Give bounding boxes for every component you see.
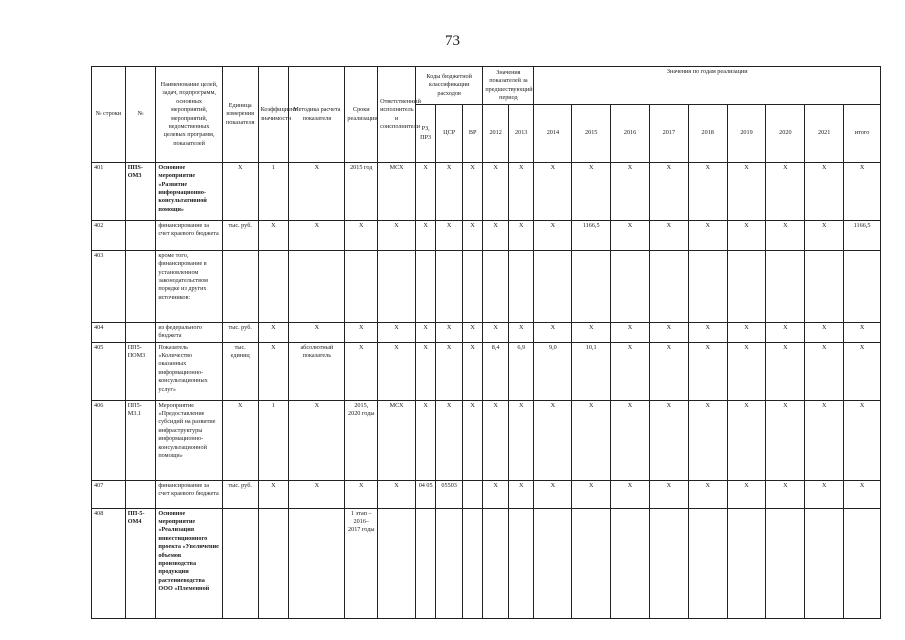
cell-csr: 05503	[436, 480, 463, 508]
col-2021: 2021	[805, 105, 844, 163]
col-csr: ЦСР	[436, 105, 463, 163]
col-2020: 2020	[766, 105, 805, 163]
cell-unit: X	[222, 400, 258, 480]
table-row	[92, 251, 881, 323]
cell-coef: X	[258, 480, 289, 508]
cell-y2017: X	[649, 323, 688, 343]
cell-resp	[378, 508, 416, 618]
cell-y2020	[766, 508, 805, 618]
cell-resp: X	[378, 323, 416, 343]
cell-coef: X	[258, 342, 289, 400]
col-total: итого	[844, 105, 881, 163]
col-code: №	[125, 67, 156, 163]
cell-y2021: X	[805, 163, 844, 221]
cell-y2018	[688, 508, 727, 618]
cell-y2019	[727, 251, 766, 323]
cell-y2021: X	[805, 342, 844, 400]
col-2012: 2012	[483, 105, 509, 163]
table-body	[92, 163, 881, 619]
cell-rz	[415, 508, 435, 618]
cell-y2021: X	[805, 480, 844, 508]
cell-y2019: X	[727, 163, 766, 221]
cell-csr	[436, 508, 463, 618]
cell-y2014: 9,0	[534, 342, 572, 400]
cell-y2013: X	[508, 323, 534, 343]
cell-y2016: X	[611, 342, 650, 400]
cell-vr	[462, 508, 482, 618]
cell-vr: X	[462, 221, 482, 251]
cell-resp: МСХ	[378, 400, 416, 480]
cell-y2014	[534, 508, 572, 618]
cell-y2015: X	[572, 163, 611, 221]
table-row	[92, 508, 881, 618]
cell-coef	[258, 508, 289, 618]
cell-total: X	[844, 342, 881, 400]
col-unit: Единица измерения показателя	[222, 67, 258, 163]
header-row-top	[92, 67, 881, 105]
cell-y2018: X	[688, 480, 727, 508]
cell-y2017: X	[649, 221, 688, 251]
indicators-table	[91, 66, 881, 619]
cell-code	[125, 480, 156, 508]
cell-y2020: X	[766, 400, 805, 480]
cell-y2015: 10,1	[572, 342, 611, 400]
cell-vr: X	[462, 163, 482, 221]
cell-name: Мероприятие «Предоставление субсидий на развитие инфраструктуры информационно-консультационной помощи»	[156, 400, 222, 480]
cell-y2014	[534, 251, 572, 323]
cell-csr	[436, 251, 463, 323]
cell-y2014: X	[534, 400, 572, 480]
col-prev-group: Значения показателей за предшествующий период	[483, 67, 534, 105]
col-2018: 2018	[688, 105, 727, 163]
cell-no: 401	[92, 163, 126, 221]
cell-resp: X	[378, 221, 416, 251]
cell-period	[345, 251, 378, 323]
cell-y2014: X	[534, 163, 572, 221]
col-years-group: Значения по годам реализации	[534, 67, 881, 105]
cell-y2018: X	[688, 221, 727, 251]
cell-method	[289, 251, 345, 323]
cell-y2020: X	[766, 221, 805, 251]
cell-code: ПП5-М3.1	[125, 400, 156, 480]
cell-y2014: X	[534, 323, 572, 343]
cell-unit: тыс. руб.	[222, 221, 258, 251]
cell-coef: 1	[258, 163, 289, 221]
cell-y2019: X	[727, 221, 766, 251]
cell-no: 406	[92, 400, 126, 480]
cell-y2015: X	[572, 323, 611, 343]
cell-y2017	[649, 508, 688, 618]
cell-y2016	[611, 251, 650, 323]
cell-method: X	[289, 480, 345, 508]
table-row	[92, 400, 881, 480]
table-row	[92, 323, 881, 343]
cell-method: X	[289, 400, 345, 480]
cell-y2012: X	[483, 480, 509, 508]
cell-method: абсолютный показатель	[289, 342, 345, 400]
cell-unit	[222, 508, 258, 618]
col-coef: Коэффициент значимости	[258, 67, 289, 163]
cell-no: 403	[92, 251, 126, 323]
table-row	[92, 163, 881, 221]
cell-y2019: X	[727, 400, 766, 480]
col-row-no: № строки	[92, 67, 126, 163]
cell-name: финансирование за счет краевого бюджета	[156, 221, 222, 251]
col-method: Методика расчета показателя	[289, 67, 345, 163]
cell-y2012	[483, 251, 509, 323]
cell-y2020: X	[766, 323, 805, 343]
cell-method: X	[289, 163, 345, 221]
cell-name: Показатель «Количество оказанных информационно-консультационных услуг»	[156, 342, 222, 400]
page-number: 73	[445, 33, 460, 49]
cell-y2016: X	[611, 323, 650, 343]
cell-coef	[258, 251, 289, 323]
cell-unit: тыс. руб.	[222, 480, 258, 508]
cell-y2021: X	[805, 323, 844, 343]
cell-y2013: X	[508, 400, 534, 480]
cell-no: 408	[92, 508, 126, 618]
table-row	[92, 342, 881, 400]
cell-y2018	[688, 251, 727, 323]
col-budget-group: Коды бюджетной классификации расходов	[415, 67, 482, 105]
cell-total	[844, 508, 881, 618]
cell-vr	[462, 251, 482, 323]
cell-y2018: X	[688, 323, 727, 343]
cell-y2019	[727, 508, 766, 618]
cell-y2018: X	[688, 342, 727, 400]
cell-y2017: X	[649, 342, 688, 400]
cell-name: из федерального бюджета	[156, 323, 222, 343]
cell-period: 1 этап – 2016–2017 годы	[345, 508, 378, 618]
cell-y2020: X	[766, 480, 805, 508]
cell-name: финансирование за счет краевого бюджета	[156, 480, 222, 508]
cell-vr: X	[462, 342, 482, 400]
cell-period: X	[345, 221, 378, 251]
cell-method	[289, 508, 345, 618]
cell-rz: X	[415, 221, 435, 251]
col-period: Сроки реализации	[345, 67, 378, 163]
cell-vr: X	[462, 323, 482, 343]
col-rz: РЗ, ПР3	[415, 105, 435, 163]
col-name: Наименование целей, задач, подпрограмм, основных мероприятий, мероприятий, ведомственных целевых программ, показателей	[156, 67, 222, 163]
cell-unit	[222, 251, 258, 323]
cell-resp: X	[378, 480, 416, 508]
cell-total: X	[844, 163, 881, 221]
table-row	[92, 221, 881, 251]
cell-code	[125, 221, 156, 251]
col-2017: 2017	[649, 105, 688, 163]
cell-y2017: X	[649, 400, 688, 480]
cell-y2021	[805, 251, 844, 323]
col-2013: 2013	[508, 105, 534, 163]
cell-name: кроме того, финансирование в установленном законодательством порядке из других источников:	[156, 251, 222, 323]
cell-y2018: X	[688, 400, 727, 480]
cell-y2020	[766, 251, 805, 323]
cell-total: X	[844, 323, 881, 343]
cell-y2021: X	[805, 400, 844, 480]
cell-no: 404	[92, 323, 126, 343]
cell-y2012: X	[483, 400, 509, 480]
cell-code	[125, 323, 156, 343]
cell-y2017: X	[649, 163, 688, 221]
cell-rz	[415, 251, 435, 323]
cell-y2013: X	[508, 163, 534, 221]
cell-rz: X	[415, 400, 435, 480]
col-2015: 2015	[572, 105, 611, 163]
cell-rz: X	[415, 163, 435, 221]
cell-code: ПП-5-ОМ4	[125, 508, 156, 618]
cell-period: X	[345, 323, 378, 343]
cell-y2021	[805, 508, 844, 618]
cell-y2013	[508, 508, 534, 618]
cell-period: 2015 год	[345, 163, 378, 221]
cell-y2015	[572, 508, 611, 618]
cell-vr: X	[462, 400, 482, 480]
cell-y2015	[572, 251, 611, 323]
cell-period: X	[345, 480, 378, 508]
cell-y2012: X	[483, 163, 509, 221]
cell-resp: МСХ	[378, 163, 416, 221]
cell-y2015: X	[572, 480, 611, 508]
cell-total: X	[844, 400, 881, 480]
cell-code	[125, 251, 156, 323]
cell-y2015: 1166,5	[572, 221, 611, 251]
col-2016: 2016	[611, 105, 650, 163]
cell-no: 402	[92, 221, 126, 251]
cell-total: 1166,5	[844, 221, 881, 251]
cell-y2012: X	[483, 221, 509, 251]
cell-y2014: X	[534, 480, 572, 508]
cell-y2014: X	[534, 221, 572, 251]
cell-total	[844, 251, 881, 323]
col-2014: 2014	[534, 105, 572, 163]
cell-code: ПП5-ПОМ3	[125, 342, 156, 400]
cell-resp: X	[378, 342, 416, 400]
cell-y2018: X	[688, 163, 727, 221]
cell-method: X	[289, 323, 345, 343]
cell-rz: X	[415, 342, 435, 400]
cell-y2016: X	[611, 400, 650, 480]
cell-y2016: X	[611, 480, 650, 508]
cell-csr: X	[436, 323, 463, 343]
cell-y2013: X	[508, 480, 534, 508]
cell-y2016: X	[611, 163, 650, 221]
cell-y2017	[649, 251, 688, 323]
cell-y2012	[483, 508, 509, 618]
cell-csr: X	[436, 400, 463, 480]
cell-y2012: 8,4	[483, 342, 509, 400]
cell-rz: X	[415, 323, 435, 343]
cell-csr: X	[436, 342, 463, 400]
cell-no: 407	[92, 480, 126, 508]
cell-period: X	[345, 342, 378, 400]
cell-name: Основное мероприятие «Развитие информационно-консультативной помощи»	[156, 163, 222, 221]
cell-coef: 1	[258, 400, 289, 480]
cell-y2020: X	[766, 342, 805, 400]
cell-coef: X	[258, 323, 289, 343]
cell-code: ППS-ОМ3	[125, 163, 156, 221]
cell-csr: X	[436, 221, 463, 251]
cell-y2021: X	[805, 221, 844, 251]
table-row	[92, 480, 881, 508]
cell-y2016	[611, 508, 650, 618]
cell-y2016: X	[611, 221, 650, 251]
cell-vr	[462, 480, 482, 508]
cell-period: 2015, 2020 годы	[345, 400, 378, 480]
cell-coef: X	[258, 221, 289, 251]
cell-unit: X	[222, 163, 258, 221]
cell-name: Основное мероприятие «Реализация инвестиционного проекта «Увеличение объемов производства продукции растениеводства ООО «Племенной	[156, 508, 222, 618]
cell-y2017: X	[649, 480, 688, 508]
cell-resp	[378, 251, 416, 323]
col-vr: ВР	[462, 105, 482, 163]
cell-total: X	[844, 480, 881, 508]
col-2019: 2019	[727, 105, 766, 163]
cell-rz: 04 05	[415, 480, 435, 508]
cell-y2012: X	[483, 323, 509, 343]
cell-y2013	[508, 251, 534, 323]
cell-unit: тыс. единиц	[222, 342, 258, 400]
cell-unit: тыс. руб.	[222, 323, 258, 343]
cell-y2020: X	[766, 163, 805, 221]
cell-y2019: X	[727, 480, 766, 508]
cell-y2019: X	[727, 323, 766, 343]
cell-y2019: X	[727, 342, 766, 400]
cell-method: X	[289, 221, 345, 251]
cell-y2015: X	[572, 400, 611, 480]
cell-y2013: 6,9	[508, 342, 534, 400]
cell-y2013: X	[508, 221, 534, 251]
cell-csr: X	[436, 163, 463, 221]
col-resp: Ответственный исполнитель и соисполнители	[378, 67, 416, 163]
cell-no: 405	[92, 342, 126, 400]
